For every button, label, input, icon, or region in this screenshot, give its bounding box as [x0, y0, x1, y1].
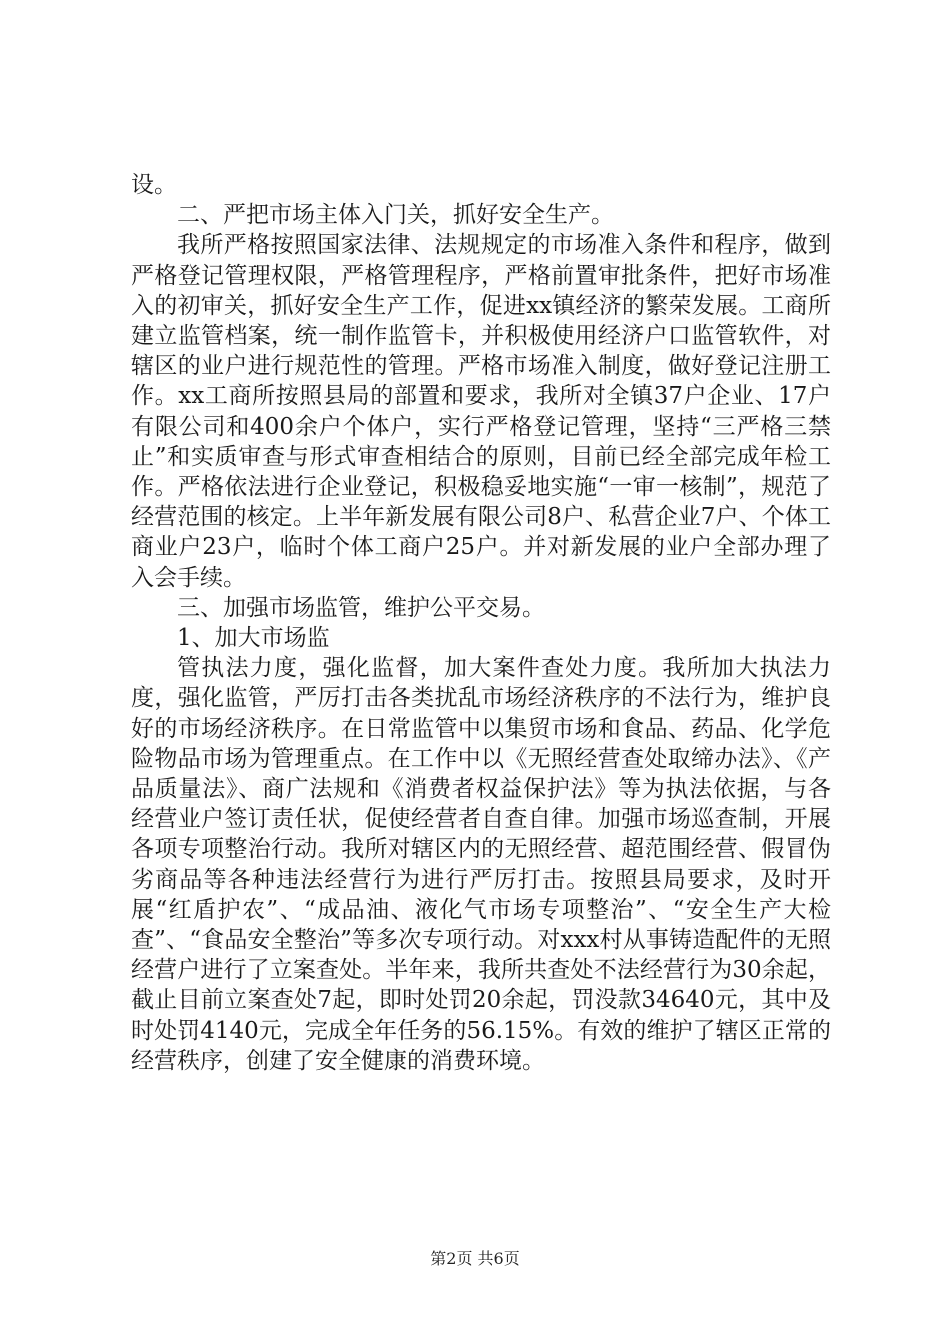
paragraph-continuation: 设。	[131, 172, 177, 198]
document-body	[131, 170, 831, 1076]
subsection-heading-1: 1、加大市场监	[177, 625, 330, 652]
section-heading-3: 三、加强市场监管，维护公平交易。	[177, 594, 545, 621]
section-heading-2: 二、严把市场主体入门关，抓好安全生产。	[177, 202, 614, 229]
paragraph-enforcement: 管执法力度，强化监督，加大案件查处力度。我所加大执法力度，强化监管，严厉打击各类扰乱市场经济秩序的不法行为，维护良好的市场经济秩序。在日常监管中以集贸市场和食品、药品、化学危险物品市场为管理重点。在工作中以《无照经营查处取缔办法》、《产品质量法》、商广法规和《消费者权益保护法》等为执法依据，与各经营业户签订责任状，促使经营者自查自律。加强市场巡查制，开展各项专项整治行动。我所对辖区内的无照经营、超范围经营、假冒伪劣商品等各种违法经营行为进行严厉打击。按照县局要求，及时开展“红盾护农”、“成品油、液化气市场专项整治”、“安全生产大检查”、“食品安全整治”等多次专项行动。对xxx村从事铸造配件的无照经营户进行了立案查处。半年来，我所共查处不法经营行为30余起，截止目前立案查处7起，即时处罚20余起，罚没款34640元，其中及时处罚4140元，完成全年任务的56.15%。有效的维护了辖区正常的经营秩序，创建了安全健康的消费环境。	[131, 655, 831, 1074]
paragraph-market-entry: 我所严格按照国家法律、法规规定的市场准入条件和程序，做到严格登记管理权限，严格管理程序，严格前置审批条件，把好市场准入的初审关，抓好安全生产工作，促进xx镇经济的繁荣发展。工商所建立监管档案，统一制作监管卡，并积极使用经济户口监管软件，对辖区的业户进行规范性的管理。严格市场准入制度，做好登记注册工作。xx工商所按照县局的部置和要求，我所对全镇37户企业、17户有限公司和400余户个体户，实行严格登记管理，坚持“三严格三禁止”和实质审查与形式审查相结合的原则，目前已经全部完成年检工作。严格依法进行企业登记，积极稳妥地实施“一审一核制”，规范了经营范围的核定。上半年新发展有限公司8户、私营企业7户、个体工商业户23户，临时个体工商户25户。并对新发展的业户全部办理了入会手续。	[131, 232, 831, 591]
page-footer: 第2页 共6页	[430, 1249, 520, 1268]
